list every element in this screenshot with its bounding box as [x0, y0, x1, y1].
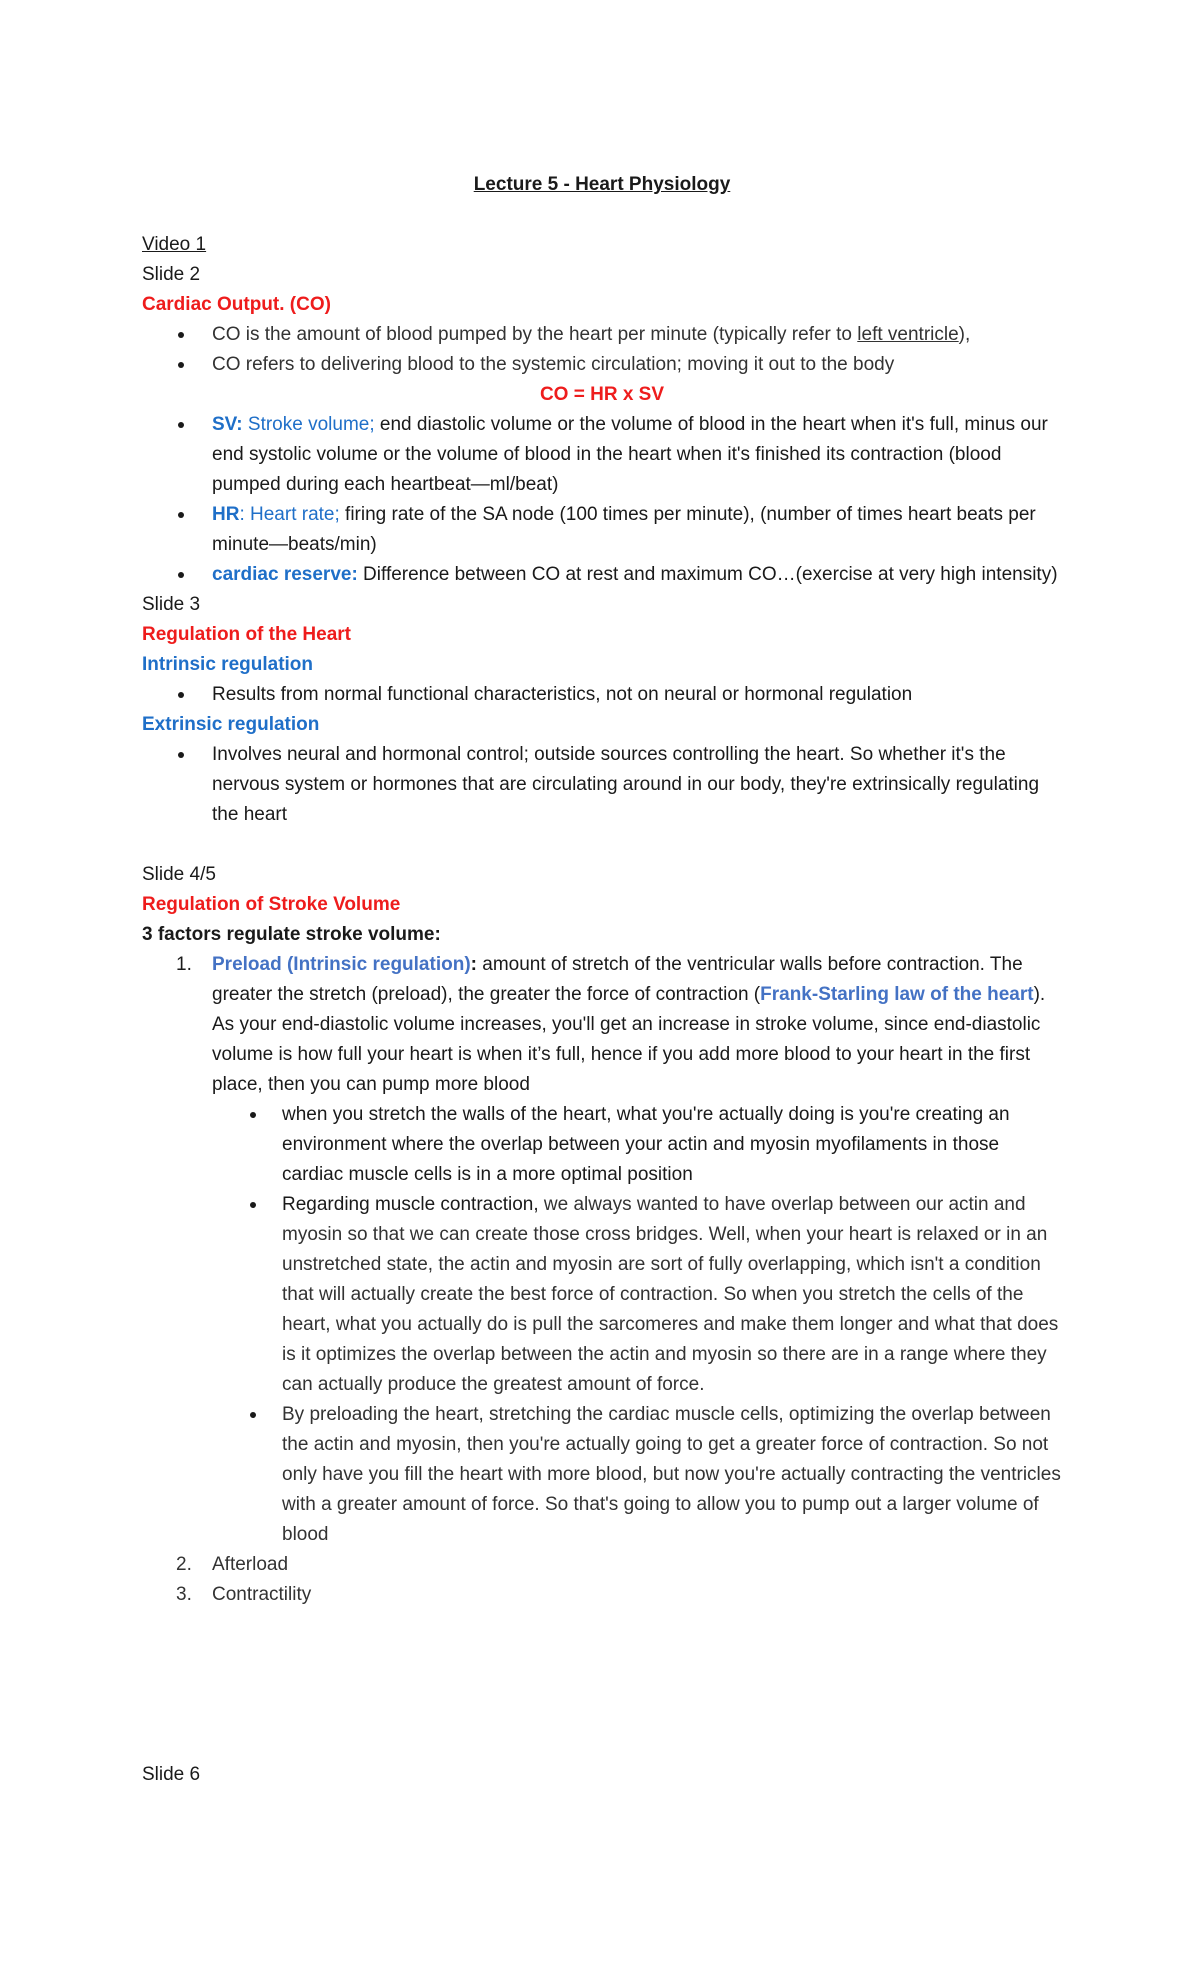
intrinsic-list [142, 680, 1062, 710]
hr-name: : Heart rate; [239, 504, 340, 525]
contractility-text: Contractility [212, 1584, 312, 1605]
extrinsic-heading: Extrinsic regulation [142, 714, 320, 735]
list-item-sv [142, 410, 1062, 500]
spacer [142, 830, 1062, 860]
sv-name: Stroke volume; [242, 414, 375, 435]
hr-text: firing rate of the SA node (100 times per minute), (number of times heart beats per minute—beats/min) [212, 504, 1036, 555]
formula: CO = HR x SV [539, 384, 665, 405]
list-item: Results from normal functional characteristics, not on neural or hormonal regulation [142, 680, 1062, 710]
document-page [142, 170, 1062, 1790]
list-number: 2. [176, 1554, 192, 1575]
text-run: Regarding muscle contraction, [282, 1194, 539, 1215]
definitions-list [142, 410, 1062, 590]
text-run: ), [958, 324, 971, 345]
slide-label: Slide 4/5 [142, 864, 216, 885]
list-item: Involves neural and hormonal control; outside sources controlling the heart. So whether it's the nervous system or hormones that are circulating around in our body, they're extrinsically regulating the heart [142, 740, 1062, 830]
factors-subheading: 3 factors regulate stroke volume: [142, 924, 441, 945]
page-title: Lecture 5 - Heart Physiology [473, 174, 731, 195]
extrinsic-list [142, 740, 1062, 830]
list-number: 3. [176, 1584, 192, 1605]
preload-text-a: amount of stretch of the ventricular walls before contraction. The greater the stretch (preload), the greater the force of contraction ( [212, 954, 1023, 1005]
preload-term: Preload (Intrinsic regulation) [212, 954, 471, 975]
list-item [142, 320, 1062, 350]
sv-term: SV: [212, 414, 243, 435]
preload-sub-list [212, 1100, 1062, 1550]
section-heading-stroke-volume: Regulation of Stroke Volume [142, 894, 401, 915]
slide-label: Slide 6 [142, 1764, 201, 1785]
sv-text: end diastolic volume or the volume of blood in the heart when it's full, minus our end systolic volume or the volume of blood in the heart when it's finished its contraction (blood pumped during each heartbeat—ml/beat) [212, 414, 1048, 495]
list-item-cardiac-reserve [142, 560, 1062, 590]
list-item-preload [142, 950, 1062, 1550]
text-run: CO is the amount of blood pumped by the heart per minute (typically refer to [212, 324, 858, 345]
frank-starling-term: Frank-Starling law of the heart [760, 984, 1034, 1005]
slide-label: Slide 2 [142, 264, 201, 285]
preload-text-b: ). As your end-diastolic volume increases, you'll get an increase in stroke volume, since end-diastolic volume is how full your heart is when it’s full, hence if you add more blood to your heart in the first place, then you can pump more blood [212, 984, 1046, 1095]
cardiac-output-list [142, 320, 1062, 380]
section-heading-regulation: Regulation of the Heart [142, 624, 352, 645]
list-item-afterload [142, 1550, 1062, 1580]
sub-list-item: when you stretch the walls of the heart, what you're actually doing is you're creating an environment where the overlap between your actin and myosin myofilaments in those cardiac muscle cells is in a more optimal position [212, 1100, 1062, 1190]
list-item-contractility [142, 1580, 1062, 1610]
video-label: Video 1 [142, 234, 207, 255]
slide-label: Slide 3 [142, 594, 201, 615]
cardiac-reserve-term: cardiac reserve: [212, 564, 358, 585]
sub-list-item: By preloading the heart, stretching the cardiac muscle cells, optimizing the overlap between the actin and myosin, then you're actually going to get a greater force of contraction. So not only have you fill the heart with more blood, but now you're actually contracting the ventricles with a greater amount of force. So that's going to allow you to pump out a larger volume of blood [212, 1400, 1062, 1550]
cardiac-reserve-text: Difference between CO at rest and maximum CO…(exercise at very high intensity) [357, 564, 1058, 585]
afterload-text: Afterload [212, 1554, 289, 1575]
preload-colon: : [470, 954, 477, 975]
section-heading-cardiac-output: Cardiac Output. (CO) [142, 294, 331, 315]
intrinsic-heading: Intrinsic regulation [142, 654, 314, 675]
list-item-hr [142, 500, 1062, 560]
list-number: 1. [176, 954, 192, 975]
spacer [142, 1610, 1062, 1760]
left-ventricle-term: left ventricle [857, 324, 959, 345]
text-run: we always wanted to have overlap between our actin and myosin so that we can create those cross bridges. Well, when your heart is relaxed or in an unstretched state, the actin and myosin are sort of fully overlapping, which isn't a condition that will actually create the best force of contraction. So when you stretch the cells of the heart, what you actually do is pull the sarcomeres and make them longer and what that does is it optimizes the overlap between the actin and myosin so there are in a range where they can actually produce the greatest amount of force. [282, 1194, 1059, 1395]
hr-term: HR [212, 504, 240, 525]
sub-list-item [212, 1190, 1062, 1400]
factors-list [142, 950, 1062, 1610]
list-item: CO refers to delivering blood to the systemic circulation; moving it out to the body [142, 350, 1062, 380]
